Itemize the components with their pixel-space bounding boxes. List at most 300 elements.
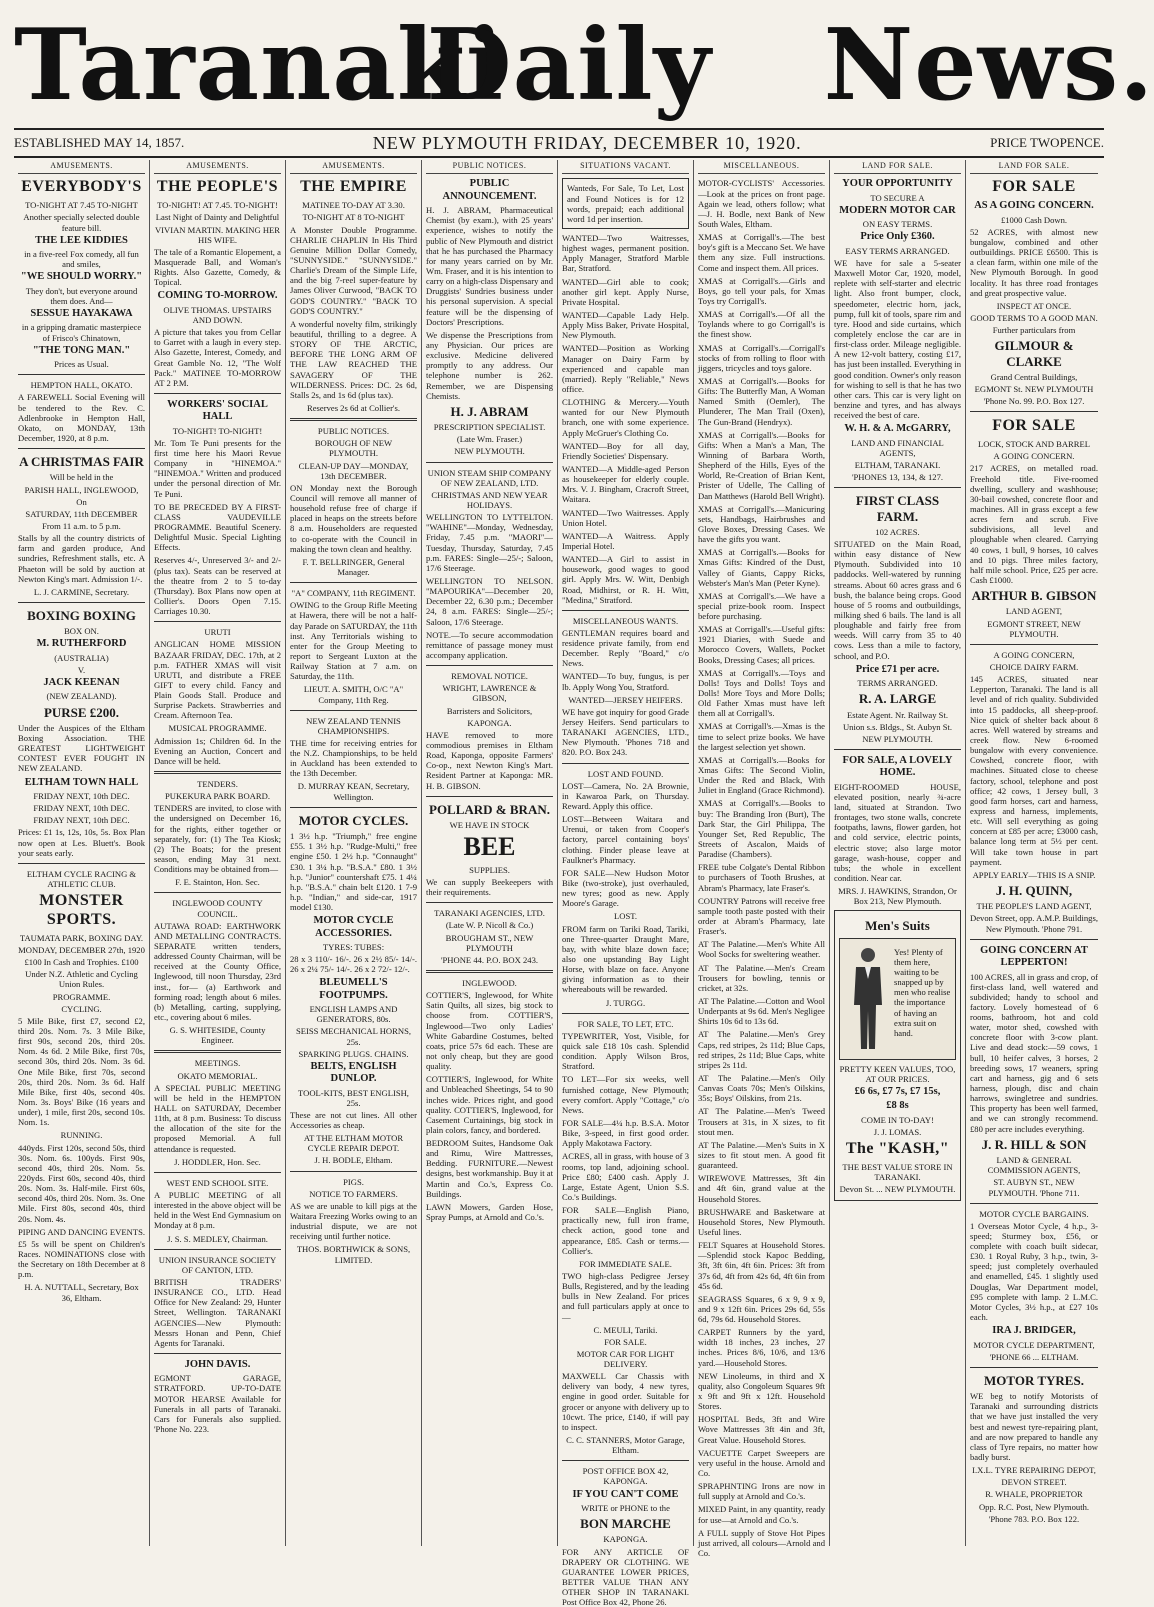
rates-note: Wanteds, For Sale, To Let, Lost and Found Notices is for 12 words, prepaid; each additional word 1d per insertion. [562, 178, 689, 229]
ad-line: KAPONGA. [603, 1534, 648, 1545]
ad-headline: MONSTER SPORTS. [39, 892, 124, 928]
divider [18, 602, 145, 603]
ad-line: £100 In Cash and Trophies. £100 [24, 957, 139, 968]
section-title: PIGS. [343, 1176, 364, 1187]
classified-ad: FOR SALE—4¼ h.p. B.S.A. Motor Bike, 3-speed, in first good order. Apply Makotawa Factory. [562, 1117, 689, 1149]
classified-ad: XMAS at Corrigall's.—Books for Xmas Gifts: The Second Violin, Under the Red and Black, With Juliet in England (Grace Richmond). [698, 754, 825, 796]
column-8 [966, 160, 1102, 1546]
classified-ad: TWO high-class Pedigree Jersey Bulls, Registered, and by the leading bulls in New Zealand. For prices and full particulars apply at once to— [562, 1270, 689, 1322]
ad-line: OLIVE THOMAS. UPSTAIRS AND DOWN. [163, 304, 272, 325]
classified-ad: FOR SALE—English Piano, practically new, full iron frame, check action, good tone and appearance, £85. Cash or terms.—Collier's. [562, 1205, 689, 1256]
divider [970, 411, 1098, 412]
classified-ad: XMAS at Corrigall's.—Books for Xmas Gifts: Kindred of the Dust, Valley of Giants, Cappy Ricks, Webster's Man's Man (Peter Kyne). [698, 547, 825, 588]
classified-ad: WANTED—Girl able to cook; another girl kept. Apply Nurse, Private Hospital. [562, 276, 689, 307]
ad-body: Reserves 4/-, Unreserved 3/- and 2/- (plus tax). Seats can be reserved at the theatre from 2 to 5 to-day (Thursday). Box Plans now open at Collier's. Doors Open 7.15. Carriages 10.30. [154, 555, 281, 617]
ad-line: Last Night of Dainty and Delightful [155, 212, 280, 223]
ad-headline: The "KASH," [845, 1140, 950, 1157]
column-header: AMUSEMENTS. [290, 160, 417, 174]
ad-title: REMOVAL NOTICE. [451, 671, 528, 682]
ad-line: NEW PLYMOUTH. [454, 446, 525, 457]
divider [154, 1172, 281, 1173]
ad-line: £1000 Cash Down. [1000, 214, 1068, 225]
ad-line: M. RUTHERFORD [36, 638, 127, 650]
suit-illustration [839, 938, 956, 1060]
classified-ad: XMAS at Corrigall's.—The best boy's gift is a Meccano Set. We have them any size. Full instructions. Come and inspect them. All prices. [698, 232, 825, 273]
ad-signature: LIEUT. A. SMITH, O/C "A" Company, 11th Reg. [303, 684, 404, 705]
section-title: MISCELLANEOUS WANTS. [572, 615, 679, 626]
ad-title: ELTHAM CYCLE RACING & ATHLETIC CLUB. [26, 868, 137, 889]
newspaper-columns [14, 160, 1104, 1607]
ad-line: NEW PLYMOUTH. [862, 733, 933, 744]
masthead-word-2: Daily [426, 8, 712, 123]
classified-ad: TO LET—For six weeks, well furnished cottage, New Plymouth; every comfort. Apply "Cottage," c/o News. [562, 1074, 689, 1115]
ad-body: COTTIER'S, Inglewood, for White Satin Quilts, all sizes, big stock to choose from. COTTIER'S, Inglewood—Two only Ladies' White Gabardine Costumes, belted coats, price 57s 6d each. These are not only cheap, but they are good quality. [426, 990, 553, 1072]
column-header: PUBLIC NOTICES. [426, 160, 553, 174]
ad-line: Opp. R.C. Post, New Plymouth. [978, 1501, 1090, 1512]
ad-body: NOTE.—To secure accommodation remittance of passage money must accompany application. [426, 629, 553, 660]
ad-line: BOROUGH OF NEW PLYMOUTH. [314, 438, 393, 459]
ad-signature: H. J. ABRAM [450, 403, 529, 419]
column-header: SITUATIONS VACANT. [562, 160, 689, 174]
ad-line: PRETTY KEEN VALUES, TOO, AT OUR PRICES. [839, 1063, 956, 1084]
ad-line: MOTOR CYCLE BARGAINS. [979, 1208, 1089, 1219]
section-title: PUBLIC NOTICES. [317, 426, 390, 437]
ad-body: We can supply Beekeepers with their requirements. [426, 876, 553, 898]
ad-title: UNION STEAM SHIP COMPANY OF NEW ZEALAND, LTD. [427, 467, 552, 488]
ad-line: OKATO MEMORIAL. [177, 1070, 258, 1081]
ad-line: TO-NIGHT AT 8 TO-NIGHT [302, 212, 405, 223]
column-header: AMUSEMENTS. [154, 160, 281, 174]
ad-line: 'PHONES 13, 134, & 127. [851, 472, 944, 483]
classified-ad: WANTED—A Middle-aged Person as housekeeper for elderly couple. Mrs. V. J. Bingham, Cracroft Street, Waitara. [562, 463, 689, 505]
column-header: MISCELLANEOUS. [698, 160, 825, 174]
ad-line: CYCLING. [61, 1003, 102, 1014]
ad-line: MODERN MOTOR CAR [839, 204, 956, 216]
ad-line: A GOING CONCERN, [993, 649, 1075, 660]
classified-ad: CLOTHING & Mercery.—Youth wanted for our New Plymouth branch, one with some experience. Apply McGruer's Clothing Co. [562, 397, 689, 438]
ad-line: ST. AUBYN ST., NEW PLYMOUTH. 'Phone 711. [988, 1177, 1080, 1198]
column-2 [150, 160, 286, 1546]
divider [154, 1050, 281, 1053]
ad-line: BON MARCHE [580, 1516, 671, 1532]
ad-body: SITUATED on the Main Road, within easy distance of New Plymouth. Subdivided into 10 paddocks. Well-watered by running streams. About 60 acres grass and 6 bush, the balance being crops. Good house of 5 rooms and outbuildings, milking shed 6 bails. The land is all ploughable and fairly free from weeds. Will carry from 35 to 40 cows. Less than a mile to factory, school, and P.O. [834, 538, 961, 661]
ad-line: CHOICE DAIRY FARM. [989, 662, 1079, 673]
ad-line: 'Phone 783. P.O. Box 122. [988, 1513, 1080, 1524]
ad-line: On [76, 496, 87, 507]
ad-line: Reserves 2s 6d at Collier's. [307, 402, 400, 413]
ad-title: R. A. LARGE [858, 691, 937, 707]
divider [426, 462, 553, 463]
ad-signature: C. C. STANNERS, Motor Garage, Eltham. [566, 1435, 685, 1456]
ad-body: Under the Auspices of the Eltham Boxing Association. THE GREATEST LIGHTWEIGHT CONTEST EVER FOUGHT IN NEW ZEALAND. [18, 722, 145, 774]
ad-line: TAUMATA PARK, BOXING DAY. [19, 932, 144, 943]
ad-line: SPARKING PLUGS. CHAINS. [298, 1048, 409, 1059]
ad-line: (NEW ZEALAND). [46, 691, 117, 702]
ad-body: EIGHT-ROOMED HOUSE, elevated position, nearly ¾-acre land, situated at Strandon. Two frontages, two stone walls, concrete footpaths, lawns, flower garden, hot and cold service, electric points, electric stove; also large motor garage, wash-house, copper and tubs; the whole in excellent condition. Near car. [834, 781, 961, 883]
classified-ad: WANTED—Boy for all day, Friendly Societies' Dispensary. [562, 440, 689, 461]
column-6 [694, 160, 830, 1559]
ad-body: 145 ACRES, situated near Lepperton, Taranaki. The land is all level and of rich quality. Subdivided into 15 paddocks, all sheep-proof. Nice quick of shelter back about 8 acres. Well watered by streams and creek flow. New 6-roomed bungalow with every convenience. Cowshed, concrete floor, with machines. Situated close to cheese factory, school, telephone and post office; 42 cows, 1 Jersey bull, 3 good farm horses, cart and harness, express and harness, implements, etc. Will sell everything as going concern at £85 per acre; £3000 cash, balance long term at 5½ per cent. Will take town house in part payment. [970, 674, 1098, 867]
ad-title: J. R. HILL & SON [981, 1136, 1087, 1152]
ad-line: THE PEOPLE'S LAND AGENT, [976, 901, 1092, 912]
ad-body: A wonderful novelty film, strikingly beautiful, thrilling to a degree. A STORY OF THE ARCTIC, BEFORE THE LONG ARM OF THE LAW REACHED THE SAVAGERY OF THE WILDERNESS. Prices: DC. 2s 6d, Stalls 2s, and 1s 6d (plus tax). [290, 318, 417, 400]
ad-line: SESSUE HAYAKAWA [30, 308, 133, 320]
divider [562, 1460, 689, 1461]
ad-title: JOHN DAVIS. [184, 1358, 251, 1370]
classified-ad: COUNTRY Patrons will receive free sample tooth paste posted with their order at Abram's Pharmacy, late Fraser's. [698, 895, 825, 937]
classified-ad: MAXWELL Car Chassis with delivery van body, 4 new tyres, engine in good order. Suitable for grocer or anyone with delivery up to 10cwt. The price, £140, if will pay to inspect. [562, 1371, 689, 1432]
ad-line: THE BEST VALUE STORE IN TARANAKI. [842, 1161, 953, 1183]
section-title: LOST AND FOUND. [587, 768, 664, 779]
ad-body: A SPECIAL PUBLIC MEETING will be held in the HEMPTON HALL on SATURDAY, December 11th, at 8 p.m. Business: To discuss the allocation of the site for the proposed Memorial. A full attendance is requested. [154, 1082, 281, 1154]
ad-line: EASY TERMS ARRANGED. [845, 245, 950, 256]
masthead [14, 8, 1154, 123]
section-title: FOR SALE, TO LET, ETC. [577, 1018, 674, 1029]
ad-line: 'Phone No. 99. P.O. Box 127. [983, 396, 1085, 407]
ad-line: FRIDAY NEXT, 10th DEC. [33, 790, 130, 801]
divider [290, 418, 417, 421]
ad-body: The tale of a Romantic Elopement, a Masquerade Ball, and Woman's Rights. Also Gazette, Comedy, & Topical. [154, 246, 281, 288]
ad-body: AUTAWA ROAD: EARTHWORK AND METALLING CONTRACTS. SEPARATE written tenders, addressed County Chairman, will be received at the County Office, Inglewood, till noon Thursday, 23rd inst., for— (a) Earthwork and forming road; length about 6 miles. (b) Metalling, carting, supplying, etc., covering about 6 miles. [154, 920, 281, 1022]
ad-title: TARANAKI AGENCIES, LTD. [434, 908, 545, 919]
ad-title: BOXING BOXING [27, 607, 136, 623]
ad-line: From 11 a.m. to 5 p.m. [42, 520, 121, 531]
ad-line: AT THE ELTHAM MOTOR CYCLE REPAIR DEPOT. [303, 1133, 404, 1154]
ad-line: CLEAN-UP DAY—MONDAY, 13th DECEMBER. [298, 460, 409, 481]
column-4 [422, 160, 558, 1546]
ad-line: LAND & GENERAL COMMISSION AGENTS, [987, 1155, 1081, 1176]
classified-ad: TYPEWRITER, Yost, Visible, for quick sale £18 10s cash. Splendid condition. Apply Wilson Bros, Stratford. [562, 1030, 689, 1072]
ad-body: A PUBLIC MEETING of all interested in the above object will be held in the West End Gymnasium on Monday at 8 p.m. [154, 1189, 281, 1231]
ad-body: FOR ANY ARTICLE OF DRAPERY OR CLOTHING. WE GUARANTEE LOWER PRICES, BETTER VALUE THAN ANY OTHER SHOP IN TARANAKI. Post Office Box 42, Phone 26. [562, 1546, 689, 1607]
ad-line: in a five-reel Fox comedy, all fun and smiles, [24, 249, 139, 270]
divider [154, 1353, 281, 1354]
classified-ad: XMAS at Corrigall's.—Toys and Dolls! Toys and Dolls! Toys and Dolls! More Toys and More Dolls; Old Father Xmas must have left them all at Corrigall's. [698, 667, 825, 719]
ad-body: H. J. ABRAM, Pharmaceutical Chemist (by exam.), with 25 years' experience, wishes to notify the public of New Plymouth and district that he has purchased the Pharmacy for many years carried on by Mr. Wm. Fraser, and it is his intention to carry on a high-class Dispensary and Druggists' Sundries business under his personal supervision. A special feature will be the dispensing of Doctors' Prescriptions. [426, 205, 553, 327]
classified-ad: AT The Palatine.—Men's Suits in X sizes to fit stout men. A good fit guaranteed. [698, 1139, 825, 1171]
classified-ad: AT The Palatine.—Men's Oily Canvas Coats 70s; Men's Oilskins, 35s; Boys' Oilskins, from 21s. [698, 1072, 825, 1104]
ad-title: URUTI [204, 627, 231, 638]
ad-title: NEW ZEALAND TENNIS CHAMPIONSHIPS. [306, 715, 401, 736]
classified-ad: WANTED—Two Waitresses. Apply Union Hotel. [562, 507, 689, 528]
ad-line: RUNNING. [60, 1130, 103, 1141]
classified-ad: AT The Palatine.—Men's Grey Caps, red stripes, 2s 11d; Blue Caps, red stripes, 2s 11d; Blue Caps, white stripes 2s 11d. [698, 1029, 825, 1070]
ad-title: MOTOR TYRES. [984, 1372, 1084, 1388]
ad-title: GOING CONCERN AT LEPPERTON! [980, 944, 1088, 969]
ad-title: MOTOR CYCLES. [298, 812, 409, 828]
ad-body: ANGLICAN HOME MISSION BAZAAR FRIDAY, DEC. 17th, at 2 p.m. FATHER XMAS will visit URUTI, and distribute a FREE GIFT to every child. Fancy and Plain Goods Stall. Produce and Surprise Packets. Strawberries and Cream. Afternoon Tea. [154, 639, 281, 721]
ad-title: HEMPTON HALL, OKATO. [30, 380, 133, 391]
ad-body: OWING to the Group Rifle Meeting at Hawera, there will be not a half-day Parade on SATURDAY, the 11th inst. Any Territorials wishing to enter for the Group Meeting to report to Sergeant Luxton at the Railway Station at 7 a.m. on Saturday, the 11th. [290, 600, 417, 682]
ad-line: MONDAY, DECEMBER 27th, 1920 [18, 945, 145, 955]
ad-title: PUBLIC ANNOUNCEMENT. [442, 178, 537, 202]
divider [562, 1013, 689, 1014]
divider [290, 582, 417, 583]
divider [562, 763, 689, 764]
classified-ad: CARPET Runners by the yard, width 18 inches, 23 inches, 27 inches. Prices 8/6, 10/6, and 13/6 yard.—Household Stores. [698, 1327, 825, 1368]
ad-title: ELTHAM TOWN HALL [24, 776, 139, 788]
ad-line: "WE SHOULD WORRY." [20, 271, 143, 283]
ad-line: NOTICE TO FARMERS. [309, 1188, 398, 1199]
ad-body: Mr. Tom Te Puni presents for the first time here his Maori Revue Company in "HINEMOA." "HINEMOA." Written and produced under the personal direction of Mr. Te Puni. [154, 437, 281, 499]
ad-line: YOUR OPPORTUNITY [842, 178, 953, 190]
ad-signature: J. H. BODLE, Eltham. [314, 1155, 393, 1166]
ad-line: Price Only £360. [860, 231, 935, 243]
ad-title: INGLEWOOD COUNTY COUNCIL. [172, 898, 263, 919]
established-line: ESTABLISHED MAY 14, 1857. [14, 135, 185, 150]
ad-body: 5 Mile Bike, first £7, second £2, third 20s. Nom. 7s. 3 Mile Bike, first 90s, second 20s, third 20s. Nom. 4s 6d. 2 Mile Bike, first 70s, second 30s, third 20s. Nom. 3s 6d. One Mile Bike, first 70s, second 20s, third 20s. Nom. 3s 6d. Half Mile Bike, first 40s, second 40s. Nom. 3s. Boys' Bike (16 years and under), 1 mile, first 20s, second 10s. Nom. 1s. [18, 1015, 145, 1128]
ad-body: Stalls by all the country districts of farm and garden produce, And sundries, Refreshment stalls, etc. A Phaeton will be sold by auction at Newton King's mart. Admission 1/-. [18, 533, 145, 584]
classified-ad: HOSPITAL Beds, 3ft and Wire Wove Mattresses 3ft 4in and 3ft, Great Value. Household Stores. [698, 1414, 825, 1445]
ad-line: JACK KEENAN [43, 677, 120, 689]
classified-ad: BRUSHWARE and Basketware at Household Stores, New Plymouth. Useful lines. [698, 1206, 825, 1237]
classified-ad: AT The Palatine.—Cotton and Wool Underpants at 9s 6d. Men's Negligee Shirts 10s 6d to 13s 6d. [698, 995, 825, 1027]
ad-body: 1 Overseas Motor Cycle, 4 h.p., 3-speed; Sturmey box, £56, or complete with coach built sidecar, £30. 1 Royal Ruby, 3 h.p., twin, 3-speed; just completely overhauled and enamelled, £45. 1 slightly used Douglas, War Department model, £95 complete with lamp. 2 L.M.C. Motor Cycles, 3½ h.p., at £27 10s each. [970, 1220, 1098, 1323]
ad-body: BEDROOM Suites, Handsome Oak and Rimu, Wire Mattresses, Bedding. FURNITURE.—Newest designs, best workmanship. Buy it at Martin and Co.'s, Express Co. Buildings. [426, 1138, 553, 1199]
ad-body: AS we are unable to kill pigs at the Waitara Freezing Works owing to an industrial dispute, we are not receiving until further notice. [290, 1200, 417, 1242]
ad-line: LAND AGENT, [1005, 606, 1063, 617]
ad-line: WRIGHT, LAWRENCE & GIBSON, [442, 683, 537, 704]
ad-title: THE EMPIRE [300, 178, 407, 196]
ad-line: TERMS ARRANGED. [857, 678, 938, 689]
ad-line: EGMONT St. NEW PLYMOUTH [974, 384, 1094, 395]
ad-line: TO SECURE A [870, 192, 925, 203]
ad-line: INSPECT AT ONCE. [996, 300, 1072, 311]
ad-line: (Late W. P. Nicoll & Co.) [445, 920, 534, 931]
classified-ad: SPRAPHNTING Irons are now in full supply at Arnold and Co.'s. [698, 1481, 825, 1502]
divider [426, 665, 553, 666]
ad-body: A FAREWELL Social Evening will be tendered to the Rev. C. Adlenbrooke in Hempton Hall, Okato, on MONDAY, 13th December, 1920, at 8 p.m. [18, 392, 145, 443]
ad-body: LAWN Mowers, Garden Hose, Spray Pumps, at Arnold and Co.'s. [426, 1201, 553, 1223]
ad-line: Will be held in the [49, 472, 114, 483]
divider [18, 448, 145, 449]
divider [154, 892, 281, 893]
price-list: £6 6s, £7 7s, £7 15s, [854, 1085, 941, 1097]
classified-ad: WANTED—A Waitress. Apply Imperial Hotel. [562, 530, 689, 551]
ad-line: Barristers and Solicitors, [446, 705, 533, 716]
ad-line: LOCK, STOCK AND BARREL [977, 439, 1091, 450]
ad-line: Union s.s. Bldgs., St. Aubyn St. [842, 721, 953, 732]
ad-line: PURSE £200. [43, 704, 120, 720]
classified-ad: FREE tube Colgate's Dental Ribbon to purchasers of Tooth Brushes, at Abram's Pharmacy, late Fraser's. [698, 862, 825, 893]
classified-ad: WANTED—To buy, fungus, is per lb. Apply Wong You, Stratford. [562, 671, 689, 692]
ad-headline: FOR SALE [992, 178, 1076, 196]
ad-body: A Monster Double Programme. CHARLIE CHAPLIN In His Third Genuine Million Dollar Comedy, "SUNNYSIDE." "SUNNYSIDE." Charlie's Dream of the Simple Life, and the big 7-reel super-feature by James Oliver Curwood, "BACK TO GOD'S COUNTRY." "BACK TO GOD'S COUNTRY." [290, 224, 417, 316]
ad-body: 217 ACRES, on metalled road. Freehold title. Five-roomed dwelling, scullery and washhouse; 30-bail cowshed, concrete floor and machines. All in grass except a few acres fern and scrub. Five subdivisions, all level and ploughable when cleared. Carrying 40 cows, 1 bull, 9 horses, 10 calves and 10 pigs. Three miles factory, half mile school. Price, £25 per acre. Cash £1000. [970, 463, 1098, 586]
ad-line: PARISH HALL, INGLEWOOD, [24, 484, 139, 495]
section-title: INGLEWOOD. [462, 977, 517, 988]
ad-line: (AUSTRALIA) [54, 652, 109, 663]
ad-line: "THE TONG MAN." [32, 344, 131, 356]
column-3 [286, 160, 422, 1546]
ad-body: THE time for receiving entries for the N.Z. Championships, to be held in Auckland has been extended to the 13th December. [290, 737, 417, 779]
ad-title: FOR IMMEDIATE SALE. [579, 1258, 672, 1269]
ad-line: I.X.L. TYRE REPAIRING DEPOT, [972, 1465, 1096, 1476]
classified-ad: A FULL supply of Stove Hot Pipes just arrived, all colours—Arnold and Co. [698, 1527, 825, 1559]
ad-line: SUPPLIES. [469, 864, 510, 875]
ad-line: 'PHONE 44. P.O. BOX 243. [440, 954, 539, 965]
ad-line: Devon Street, opp. A.M.P. Buildings, New Plymouth. 'Phone 791. [970, 913, 1098, 934]
ad-line: EGMONT STREET, NEW PLYMOUTH. [987, 618, 1081, 639]
classified-ad: XMAS at Corrigall's.—We have a special prize-book room. Inspect before purchasing. [698, 590, 825, 622]
classified-ad: WANTED—Position as Working Manager on Dairy Farm by experienced and capable man (married). Reply "Reliable," News office. [562, 343, 689, 394]
ad-title: BLEUMELL'S FOOTPUMPS. [319, 977, 388, 1001]
divider [154, 621, 281, 622]
ad-title: FOR SALE. [604, 1336, 647, 1347]
ad-line: They don't, but everyone around them does. And— [25, 285, 138, 306]
ad-line: MOTOR CAR FOR LIGHT DELIVERY. [576, 1348, 675, 1370]
ad-line: COME IN TO-DAY! [861, 1114, 934, 1125]
ad-signature: J. S. S. MEDLEY, Chairman. [167, 1233, 268, 1244]
divider [154, 1249, 281, 1250]
ad-body: £5 5s will be spent on Children's Races. NOMINATIONS close with the Secretary on 18th December at 8 p.m. [18, 1238, 145, 1280]
ad-line: DEVON STREET. [1001, 1477, 1067, 1488]
section-title: TENDERS. [197, 779, 238, 790]
ad-title: GILMOUR & CLARKE [994, 338, 1074, 369]
ad-signature: C. MEULI, Tariki. [593, 1324, 658, 1335]
classified-ad: XMAS at Corrigall's.—Books for Gifts: When a Man's a Man, The Winning of Barbara Worth, Shepherd of the Hills, Eyes of the World, Re-Creation of Brian Kent, Prister of Udelle, The Calling of Dan Matthews (Harold Bell Wright). [698, 429, 825, 501]
dateline-bar [14, 128, 1104, 158]
divider [562, 610, 689, 611]
ad-line: ELTHAM, TARANAKI. [854, 459, 941, 470]
ad-signature: F. T. BELLRINGER, General Manager. [302, 556, 405, 577]
ad-title: EVERYBODY'S [21, 178, 142, 196]
classified-ad: AT The Palatine.—Men's White All Wool Socks for sweltering weather. [698, 939, 825, 960]
ad-title: BELTS, ENGLISH DUNLOP. [310, 1060, 397, 1085]
ad-line: TOOL-KITS, BEST ENGLISH, 25s. [298, 1087, 409, 1108]
ad-line: KAPONGA. [467, 717, 512, 728]
ad-body: WE have for sale a 5-seater Maxwell Motor Car, 1920, model, replete with self-starter and electric light. Also front bumper, clock, speedometer, electric horn, jack, pump, full kit of tools, spare rim and tyre. Hood and side curtains, which completely enclose the car are in first-class order. Mileage negligible. A new 12-volt battery, costing £17, has just been installed. Everything in good condition. Owner's only reason for wishing to sell is that he has two other cars. This car is very light on benzine and tyres, and has always received the best of care. [834, 257, 961, 421]
ad-line: COMING TO-MORROW. [157, 290, 278, 302]
ad-line: PUKEKURA PARK BOARD. [165, 791, 270, 802]
ad-line: VIVIAN MARTIN. MAKING HER HIS WIFE. [154, 224, 281, 245]
ad-line: PIPING AND DANCING EVENTS. [18, 1226, 145, 1237]
ad-title: WEST END SCHOOL SITE. [166, 1177, 269, 1188]
divider [970, 939, 1098, 940]
ad-line: FRIDAY NEXT, 10th DEC. [33, 815, 130, 826]
classified-ad: WE have got inquiry for good Grade Jersey Heifers. Send particulars to TARANAKI AGENCIES, LTD., New Plymouth. 'Phones 718 and 820. P.O. Box 243. [562, 706, 689, 758]
column-header: AMUSEMENTS. [18, 160, 145, 174]
ad-title: POLLARD & BRAN. [429, 801, 550, 817]
ad-title: WORKERS' SOCIAL HALL [167, 398, 268, 423]
ad-line: (Late Wm. Fraser.) [456, 434, 523, 445]
ad-line: TYRES: TUBES: [322, 941, 385, 952]
ad-title: UNION INSURANCE SOCIETY OF CANTON, LTD. [158, 1254, 277, 1275]
classified-ad: VACUETTE Carpet Sweepers are very useful in the house. Arnold and Co. [698, 1447, 825, 1479]
ad-line: SEISS MECHANICAL HORNS, 25s. [296, 1026, 411, 1047]
ad-line: PROGRAMME. [52, 991, 111, 1002]
classified-ad: XMAS at Corrigall's.—Books for Gifts: The Butterfly Man, A Woman Named Smith (Oemler), The Plunderer, The Man Trail (Oxen), The Gun-Brand (Hendryx). [698, 375, 825, 427]
ad-body: HAVE removed to more commodious premises in Eltham Road, Kaponga, opposite Farmers' Co-op., next Newton King's Mart. Resident Partner at Kaponga: MR. H. B. GIBSON. [426, 729, 553, 791]
classified-ad: AT The Palatine.—Men's Cream Trousers for bowling, tennis or cricket, at 32s. [698, 962, 825, 993]
classified-ad: XMAS at Corrigall's.—Useful gifts: 1921 Diaries, with Suede and Morocco Covers, Wallets, Pocket Books, Dressing Cases; all prices. [698, 624, 825, 665]
classified-ad: XMAS at Corrigall's.—Xmas is the time to select prize books. We have the largest selection yet shown. [698, 721, 825, 752]
mens-suits-ad [834, 910, 961, 1201]
divider [970, 644, 1098, 645]
ad-body: 440yds. First 120s, second 50s, third 30s. Nom. 6s. 100yds. First 90s, second 40s, third 20s. Nom. 5s. 220yds. First 60s, second 40s, third 20s. Nom. 3s. Half-mile. First 60s, second 40s, third 20s. Nom. 3s. One Mile. First 80s, second 40s, third 20s. Nom. 4s. [18, 1142, 145, 1224]
divider [970, 1367, 1098, 1368]
ad-line: A GOING CONCERN. [993, 451, 1075, 462]
divider [290, 1171, 417, 1172]
ad-line: 102 ACRES. [875, 526, 920, 537]
ad-line: WE HAVE IN STOCK [449, 820, 530, 831]
ad-title: FOR SALE, A LOVELY HOME. [842, 754, 953, 779]
ad-line: ENGLISH LAMPS AND GENERATORS, 80s. [309, 1004, 398, 1025]
ad-line: PRESCRIPTION SPECIALIST. [433, 422, 546, 433]
ad-body: We dispense the Prescriptions from any Physician. Our prices are exclusive. Medicine delivered promptly to any address. Our telephone number is 262. Remember, we are Dispensing Chemists. [426, 329, 553, 401]
ad-line: MOTOR CYCLE DEPARTMENT, [973, 1339, 1095, 1350]
classified-ad: XMAS at Corrigall's.—Of all the Toylands where to go Corrigall's is the finest show. [698, 309, 825, 340]
divider [154, 771, 281, 774]
ad-title: IRA J. BRIDGER, [992, 1325, 1076, 1337]
ad-body: 100 ACRES, all in grass and crop, of first-class land, well watered and subdivided; handy to school and factory. Lovely homestead of 6 rooms, bathroom, hot and cold water, motor shed, cowshed with concrete floor with 3-cow plant. Live and dead stock:—59 cows, 1 bull, 10 heifer calves, 3 horses, 2 breeding sows, 17 weaners, spring cart and harness, gig and 6 sets harness, plough, disc and chain harrows, swingletree and sundries. This property has been well farmed, and we can strongly recommend. £80 per acre includes everything. [970, 971, 1098, 1134]
divider [18, 863, 145, 864]
ad-line: Another specially selected double feature bill. [23, 212, 140, 233]
divider [426, 970, 553, 973]
ad-line: J. J. LOMAS. [873, 1126, 922, 1137]
ad-body: A picture that takes you from Cellar to Garret with a laugh in every step. Also Gazette, Interest, Comedy, and Great Gamble No. 12, "The Wolf Pack." MATINEE TO-MORROW AT 2 P.M. [154, 327, 281, 388]
ad-line: Prices as Usual. [54, 359, 109, 370]
ad-signature: J. TURGG. [605, 997, 646, 1008]
ad-body: WE beg to notify Motorists of Taranaki and surrounding districts that we have just installed the very best and newest tyre-repairing plant, and are now prepared to handle any class of Tyre repairs, no matter how badly burst. [970, 1391, 1098, 1463]
ad-line: Under N.Z. Athletic and Cycling Union Rules. [25, 969, 138, 990]
column-header: LAND FOR SALE. [970, 160, 1098, 174]
column-header: LAND FOR SALE. [834, 160, 961, 174]
ad-title: THE PEOPLE'S [156, 178, 279, 196]
classified-ad: WANTED—A Girl to assist in housework, good wages to good girl. Apply Mrs. W. Witt, Denbigh Road, Midhirst, or R. H. Witt, "Medina," Stratford. [562, 554, 689, 605]
ad-line: TO-NIGHT! AT 7.45. TO-NIGHT! [157, 200, 278, 211]
classified-ad: GENTLEMAN requires board and residence private family, from end December. Reply "Board," c/o News. [562, 627, 689, 669]
divider [18, 374, 145, 375]
column-1 [14, 160, 150, 1546]
ad-signature: L. J. CARMINE, Secretary. [33, 586, 130, 597]
ad-signature: THOS. BORTHWICK & SONS, LIMITED. [296, 1244, 411, 1265]
classified-ad: NEW Linoleums, in third and X quality, also Congoleum Squares 9ft x 9ft and 9ft x 12ft. Household Stores. [698, 1370, 825, 1412]
classified-ad: FOR SALE—New Hudson Motor Bike (two-stroke), just overhauled, new tyres; good as new. Apply Moore's Garage. [562, 867, 689, 909]
divider [290, 807, 417, 808]
classified-ad: XMAS at Corrigall's.—Books to buy: The Branding Iron (Burt), The Dark Star, the Girl Philippa, The Younger Set, Red Republic, The Streets of Ascalon, Maids of Paradise (Chambers). [698, 798, 825, 860]
ad-signature: D. MURRAY KEAN, Secretary, Wellington. [297, 781, 410, 802]
ad-body: TO BE PRECEDED BY A FIRST-CLASS VAUDEVILLE PROGRAMME. Beautiful Scenery. Delightful Music. Special Lighting Effects. [154, 501, 281, 553]
divider [290, 710, 417, 711]
ad-line: V. [77, 664, 86, 675]
ad-line: Grand Central Buildings, [990, 371, 1078, 382]
ad-headline: FOR SALE [992, 417, 1076, 435]
ad-line: LAND AND FINANCIAL AGENTS, [851, 437, 944, 458]
ad-line: BROUGHAM ST., NEW PLYMOUTH [445, 932, 534, 953]
ad-body: EGMONT GARAGE, STRATFORD. UP-TO-DATE MOTOR HEARSE Available for Funerals in all parts of Taranaki. Cars for Funerals also supplied. 'Phone No. 223. [154, 1373, 281, 1435]
ad-headline: IF YOU CAN'T COME [572, 1488, 679, 1500]
ad-line: Devon St. ... NEW PLYMOUTH. [839, 1184, 956, 1195]
ad-line: POST OFFICE BOX 42, KAPONGA. [582, 1466, 669, 1487]
ad-line: THE LEE KIDDIES [35, 234, 128, 246]
classified-ad: FROM farm on Tariki Road, Tariki, one Three-quarter Draught Mare, bay, with white blaze down face; also one upstanding Bay Light Horse, with blaze on face. Anyone giving information as to their whereabouts will be rewarded. [562, 923, 689, 995]
ad-headline: BEE [463, 832, 516, 862]
ad-signature: F. E. Stainton, Hon. Sec. [175, 877, 260, 888]
ad-body: COTTIER'S, Inglewood, for White and Unbleached Sheetings, 54 to 90 inches wide. Prices right, and good quality. COTTIER'S, Inglewood, for Casement Curtainings, big stock in plain colors, fancy, and bordered. [426, 1074, 553, 1135]
ad-signature: H. A. NUTTALL, Secretary, Box 36, Eltham. [24, 1282, 139, 1303]
price-line: PRICE TWOPENCE. [990, 135, 1104, 150]
classified-ad: XMAS at Corrigall's.—Corrigall's stocks of from rolling to floor with jiggers, tricycles and toys galore. [698, 342, 825, 373]
ad-body: 28 x 3 110/- 16/-. 26 x 2½ 85/- 14/-. 26 x 2¼ 75/- 14/-. 26 x 2 72/- 12/-. [290, 954, 417, 975]
masthead-word-1: Taranaki [14, 8, 505, 123]
ad-line: CHRISTMAS AND NEW YEAR HOLIDAYS. [431, 489, 548, 511]
ad-line: R. WHALE, PROPRIETOR [985, 1489, 1083, 1500]
classified-ad: MOTOR-CYCLISTS' Accessories.—Look at the prices on front page. Again we lead, others follow; what—J. H. Bodle, next Bank of New South Wales, Eltham. [698, 178, 825, 229]
ad-line: FRIDAY NEXT, 10th DEC. [33, 803, 130, 814]
ad-body: WELLINGTON TO NELSON. "MAPOURIKA"—December 20, December 22, 6.30 p.m.; December 24, 8 a.m. FARES: Single—25/-; Saloon, 17/6 Steerage. [426, 576, 553, 627]
divider [970, 1203, 1098, 1204]
